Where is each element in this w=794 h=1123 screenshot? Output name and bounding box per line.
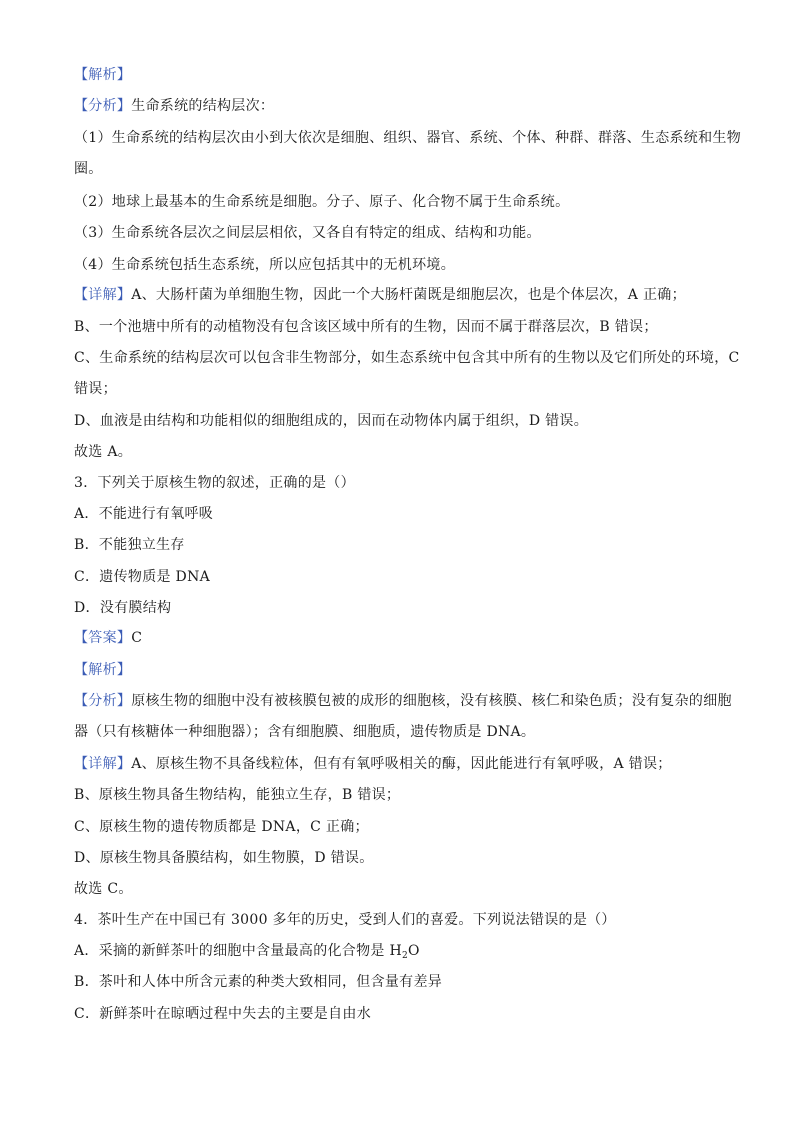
- option-c: C．遗传物质是 DNA: [74, 569, 211, 585]
- option-a: [74, 942, 734, 965]
- option-a-text: A．采摘的新鲜茶叶的细胞中含量最高的化合物是 H: [74, 943, 402, 959]
- answer-line: [74, 629, 734, 647]
- paragraph-line: C、生命系统的结构层次可以包含非生物部分，如生态系统中包含其中所有的生物以及它们所处的环境，C: [74, 350, 740, 366]
- detail-line: [74, 755, 734, 773]
- fenxi-text: 原核生物的细胞中没有被核膜包被的成形的细胞核，没有核膜、核仁和染色质；没有复杂的细胞: [131, 693, 732, 709]
- fenxi-tag: 【分析】: [74, 693, 132, 709]
- detail-text: A、大肠杆菌为单细胞生物，因此一个大肠杆菌既是细胞层次，也是个体层次，A 正确；: [131, 287, 686, 303]
- question-stem: 4．茶叶生产在中国已有 3000 多年的历史，受到人们的喜爱。下列说法错误的是（）: [74, 912, 616, 928]
- paragraph-line: （2）地球上最基本的生命系统是细胞。分子、原子、化合物不属于生命系统。: [74, 194, 570, 210]
- analysis-heading: [74, 66, 734, 84]
- paragraph-line: （3）生命系统各层次之间层层相依，又各自有特定的组成、结构和功能。: [74, 225, 541, 241]
- fenxi-tag: 【分析】: [74, 98, 132, 114]
- detail-text: A、原核生物不具备线粒体，但有有氧呼吸相关的酶，因此能进行有氧呼吸，A 错误；: [131, 756, 672, 772]
- choice-line: 故选 A。: [74, 444, 133, 460]
- choice-line: 故选 C。: [74, 881, 133, 897]
- analysis-line: [74, 692, 734, 710]
- paragraph-line: C、原核生物的遗传物质都是 DNA，C 正确；: [74, 819, 369, 835]
- jiexi-tag: 【解析】: [74, 67, 132, 83]
- paragraph-line: （1）生命系统的结构层次由小到大依次是细胞、组织、器官、系统、个体、种群、群落、生态系统和生物: [74, 130, 742, 146]
- paragraph-line: （4）生命系统包括生态系统，所以应包括其中的无机环境。: [74, 257, 456, 273]
- answer-value: C: [131, 630, 143, 646]
- xiangjie-tag: 【详解】: [74, 756, 132, 772]
- option-d: D．没有膜结构: [74, 600, 172, 616]
- subscript: 2: [401, 951, 408, 961]
- option-b: B．茶叶和人体中所含元素的种类大致相同，但含量有差异: [74, 974, 443, 990]
- option-a: A．不能进行有氧呼吸: [74, 506, 214, 522]
- fenxi-text: 生命系统的结构层次：: [131, 98, 275, 114]
- analysis-line: [74, 97, 734, 115]
- question-stem: 3．下列关于原核生物的叙述，正确的是（）: [74, 475, 355, 491]
- option-c: C．新鲜茶叶在晾晒过程中失去的主要是自由水: [74, 1006, 372, 1022]
- paragraph-line: D、原核生物具备膜结构，如生物膜，D 错误。: [74, 850, 374, 866]
- paragraph-line: 圈。: [74, 161, 103, 177]
- daan-tag: 【答案】: [74, 630, 132, 646]
- jiexi-tag: 【解析】: [74, 662, 132, 678]
- detail-line: [74, 286, 734, 304]
- analysis-heading: [74, 661, 734, 679]
- paragraph-line: B、一个池塘中所有的动植物没有包含该区域中所有的生物，因而不属于群落层次，B 错误；: [74, 319, 658, 335]
- xiangjie-tag: 【详解】: [74, 287, 132, 303]
- paragraph-line: D、血液是由结构和功能相似的细胞组成的，因而在动物体内属于组织，D 错误。: [74, 413, 588, 429]
- option-a-tail: O: [408, 943, 420, 959]
- paragraph-line: 器（只有核糖体一种细胞器）；含有细胞膜、细胞质，遗传物质是 DNA。: [74, 724, 536, 740]
- paragraph-line: 错误；: [74, 381, 117, 397]
- paragraph-line: B、原核生物具备生物结构，能独立生存，B 错误；: [74, 787, 401, 803]
- option-b: B．不能独立生存: [74, 537, 185, 553]
